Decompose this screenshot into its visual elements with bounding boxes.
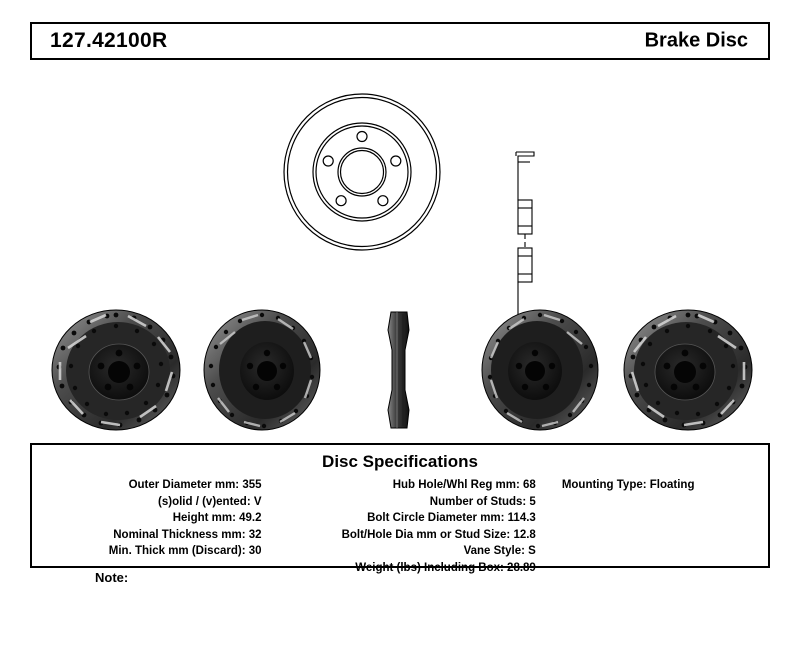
photo-rotor-edge [388,312,409,428]
photo-rotor-angled-inner-left [204,310,320,430]
header-bar [30,22,770,60]
note-label: Note: [95,570,129,585]
spec-item: Nominal Thickness mm: 32 [113,528,262,541]
disc-specifications-panel [30,443,770,574]
spec-item: Bolt/Hole Dia mm or Stud Size: 12.8 [341,528,536,541]
part-number: 127.42100R [50,29,168,52]
photo-rotor-angled-right [624,310,752,430]
spec-item: Outer Diameter mm: 355 [128,479,262,491]
photo-rotor-angled-left [52,310,180,430]
spec-column-left [32,477,268,576]
document-type-label: Brake Disc [644,29,748,52]
spec-item: (s)olid / (v)ented: V [158,495,262,508]
spec-item: Height mm: 49.2 [172,512,262,524]
spec-panel-title: Disc Specifications [322,452,478,471]
spec-columns [32,477,768,576]
spec-item: Hub Hole/Whl Reg mm: 68 [392,479,536,491]
spec-item: Weight (lbs) Including Box: 28.89 [355,561,536,574]
line-drawing-rotor-section [516,152,534,330]
spec-item: Number of Studs: 5 [429,495,536,508]
spec-item: Vane Style: S [463,545,536,557]
spec-item: Bolt Circle Diameter mm: 114.3 [367,512,536,524]
spec-column-middle [268,477,540,576]
drawing-area [0,60,800,440]
photo-rotor-angled-inner-right [482,310,598,430]
spec-column-right [540,477,768,576]
spec-item: Mounting Type: Floating [561,479,695,491]
spec-item: Min. Thick mm (Discard): 30 [108,545,262,557]
line-drawing-rotor-face [284,94,440,250]
